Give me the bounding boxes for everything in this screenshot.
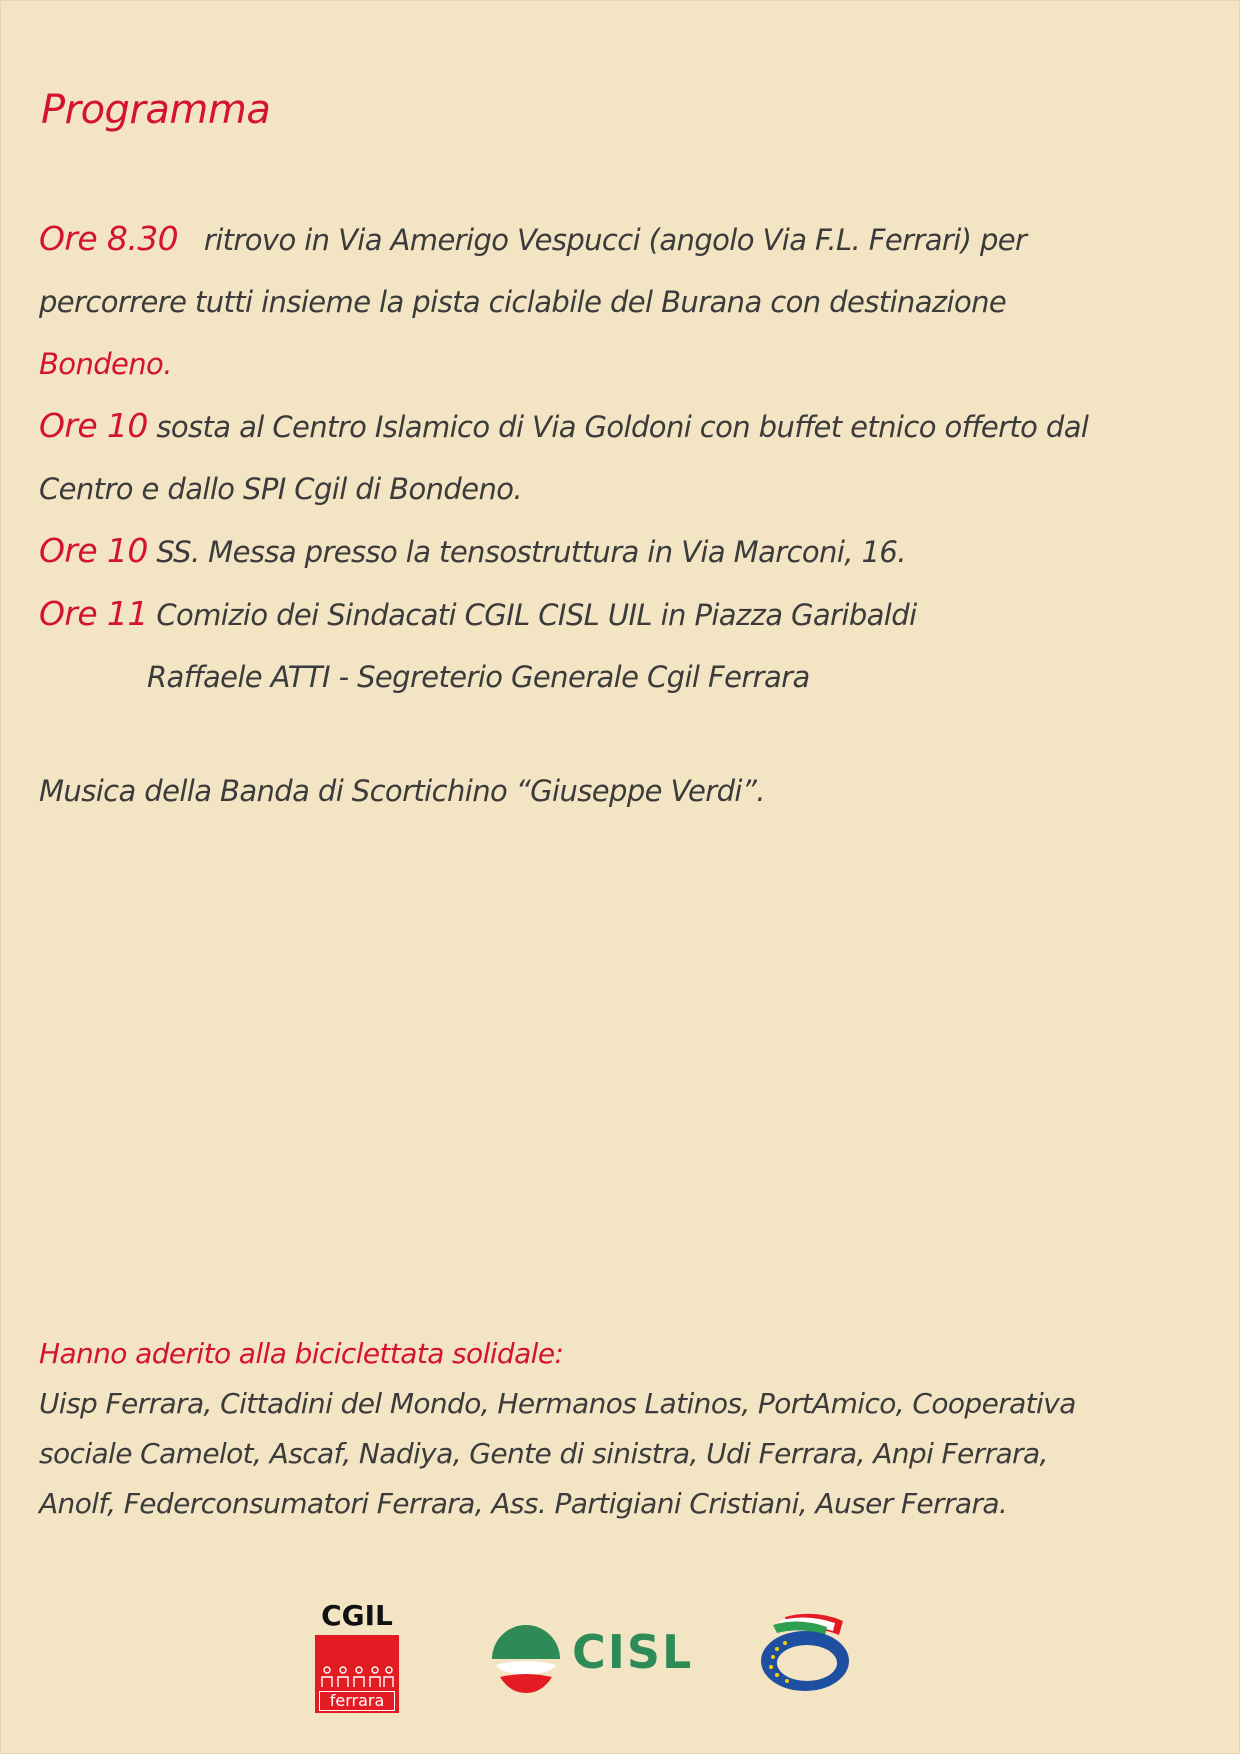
program-destination: Bondeno. bbox=[39, 347, 172, 381]
adherents-title: Hanno aderito alla biciclettata solidale: bbox=[39, 1337, 564, 1370]
program-item-1-line-1 bbox=[39, 208, 1203, 271]
program-item-1-line-2: percorrere tutti insieme la pista ciclabile del Burana con destinazione bbox=[39, 285, 1007, 319]
adherents-line-3: Anolf, Federconsumatori Ferrara, Ass. Partigiani Cristiani, Auser Ferrara. bbox=[39, 1487, 1008, 1520]
program-time: Ore 8.30 bbox=[39, 219, 179, 258]
program-time: Ore 10 bbox=[39, 531, 148, 570]
union-logos bbox=[1, 1591, 1240, 1711]
cisl-logo-text: CISL bbox=[572, 1625, 694, 1679]
program-section bbox=[39, 208, 1203, 822]
program-item-2-line-1 bbox=[39, 395, 1203, 458]
program-music: Musica della Banda di Scortichino “Giuseppe Verdi”. bbox=[39, 774, 765, 808]
cisl-emblem-icon bbox=[490, 1621, 562, 1697]
program-time: Ore 10 bbox=[39, 406, 148, 445]
program-time: Ore 11 bbox=[39, 594, 148, 633]
program-item-2-line-2: Centro e dallo SPI Cgil di Bondeno. bbox=[39, 472, 522, 506]
cgil-logo-city: ferrara bbox=[319, 1691, 395, 1711]
cisl-logo bbox=[490, 1621, 694, 1701]
program-text: sosta al Centro Islamico di Via Goldoni con buffet etnico offerto dal bbox=[156, 410, 1089, 444]
adherents-line-1: Uisp Ferrara, Cittadini del Mondo, Hermanos Latinos, PortAmico, Cooperativa bbox=[39, 1387, 1076, 1420]
program-item-4 bbox=[39, 583, 1203, 646]
page-title: Programma bbox=[41, 87, 271, 133]
adherents-section bbox=[39, 1329, 1203, 1529]
program-text: SS. Messa presso la tensostruttura in Via Marconi, 16. bbox=[156, 535, 906, 569]
crowd-icon bbox=[319, 1665, 395, 1689]
program-text: Comizio dei Sindacati CGIL CISL UIL in Piazza Garibaldi bbox=[156, 598, 917, 632]
program-item-3 bbox=[39, 520, 1203, 583]
cgil-logo-text: CGIL bbox=[321, 1599, 393, 1632]
uil-emblem-icon bbox=[755, 1607, 855, 1697]
program-speaker: Raffaele ATTI - Segreterio Generale Cgil Ferrara bbox=[147, 660, 810, 694]
adherents-line-2: sociale Camelot, Ascaf, Nadiya, Gente di sinistra, Udi Ferrara, Anpi Ferrara, bbox=[39, 1437, 1048, 1470]
cgil-logo bbox=[315, 1601, 399, 1713]
cgil-logo-box bbox=[315, 1635, 399, 1713]
uil-logo bbox=[755, 1607, 855, 1697]
program-text: ritrovo in Via Amerigo Vespucci (angolo Via F.L. Ferrari) per bbox=[203, 223, 1027, 257]
